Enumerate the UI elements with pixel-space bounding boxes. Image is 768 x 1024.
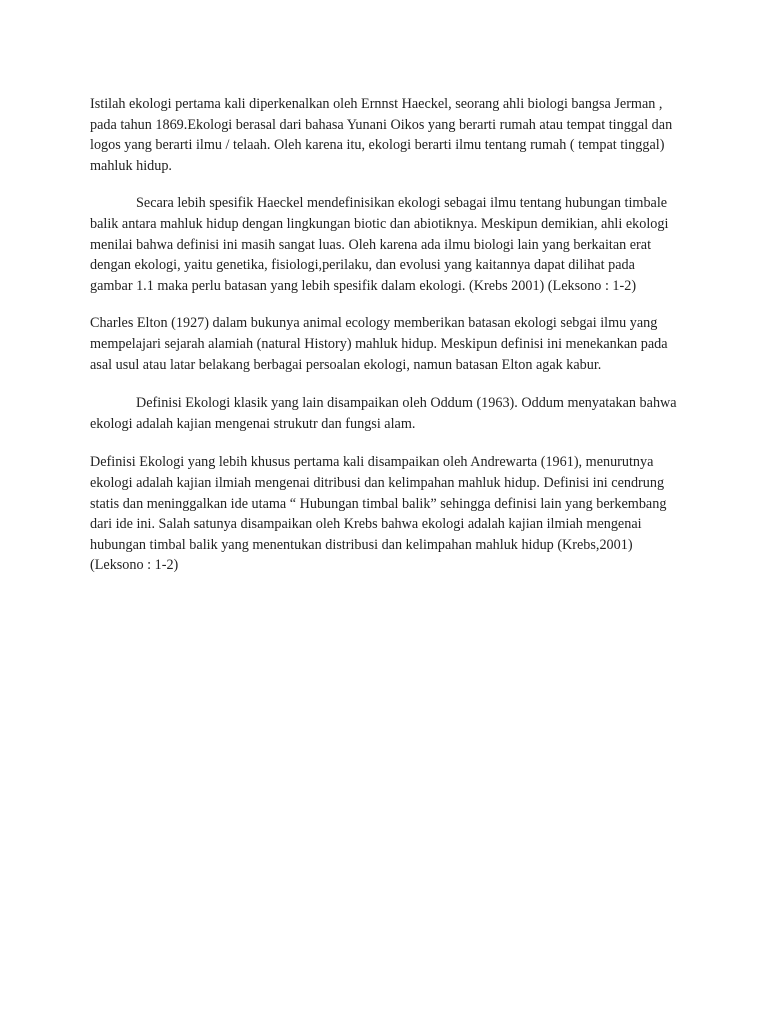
paragraph-haeckel-definition: Secara lebih spesifik Haeckel mendefinisikan ekologi sebagai ilmu tentang hubungan timbale balik antara mahluk hidup dengan lingkungan biotic dan abiotiknya. Meskipun demikian, ahli ekologi menilai bahwa definisi ini masih sangat luas. Oleh karena ada ilmu biologi lain yang berkaitan erat dengan ekologi, yaitu genetika, fisiologi,perilaku, dan evolusi yang kaitannya dapat dilihat pada gambar 1.1 maka perlu batasan yang lebih spesifik dalam ekologi. (Krebs 2001) (Leksono : 1-2) [90, 195, 669, 294]
paragraph-ecology-origin: Istilah ekologi pertama kali diperkenalkan oleh Ernnst Haeckel, seorang ahli biologi bangsa Jerman , pada tahun 1869.Ekologi berasal dari bahasa Yunani Oikos yang berarti rumah atau tempat tinggal dan logos yang berarti ilmu / telaah. Oleh karena itu, ekologi berarti ilmu tentang rumah ( tempat tinggal) mahluk hidup. [90, 96, 673, 174]
paragraph-elton-definition: Charles Elton (1927) dalam bukunya animal ecology memberikan batasan ekologi sebgai ilmu yang mempelajari sejarah alamiah (natural History) mahluk hidup. Meskipun definisi ini menekankan pada asal usul atau latar belakang berbagai persoalan ekologi, namun batasan Elton agak kabur. [90, 315, 668, 373]
paragraph-oddum-definition: Definisi Ekologi klasik yang lain disampaikan oleh Oddum (1963). Oddum menyatakan bahwa ekologi adalah kajian mengenai strukutr dan fungsi alam. [90, 395, 677, 432]
document-page [90, 94, 680, 594]
paragraph-andrewarta-definition: Definisi Ekologi yang lebih khusus pertama kali disampaikan oleh Andrewarta (1961), menurutnya ekologi adalah kajian ilmiah mengenai ditribusi dan kelimpahan mahluk hidup. Definisi ini cendrung statis dan meninggalkan ide utama “ Hubungan timbal balik” sehingga definisi lain yang berkembang dari ide ini. Salah satunya disampaikan oleh Krebs bahwa ekologi adalah kajian ilmiah mengenai hubungan timbal balik yang menentukan distribusi dan kelimpahan mahluk hidup (Krebs,2001) (Leksono : 1-2) [90, 454, 667, 574]
